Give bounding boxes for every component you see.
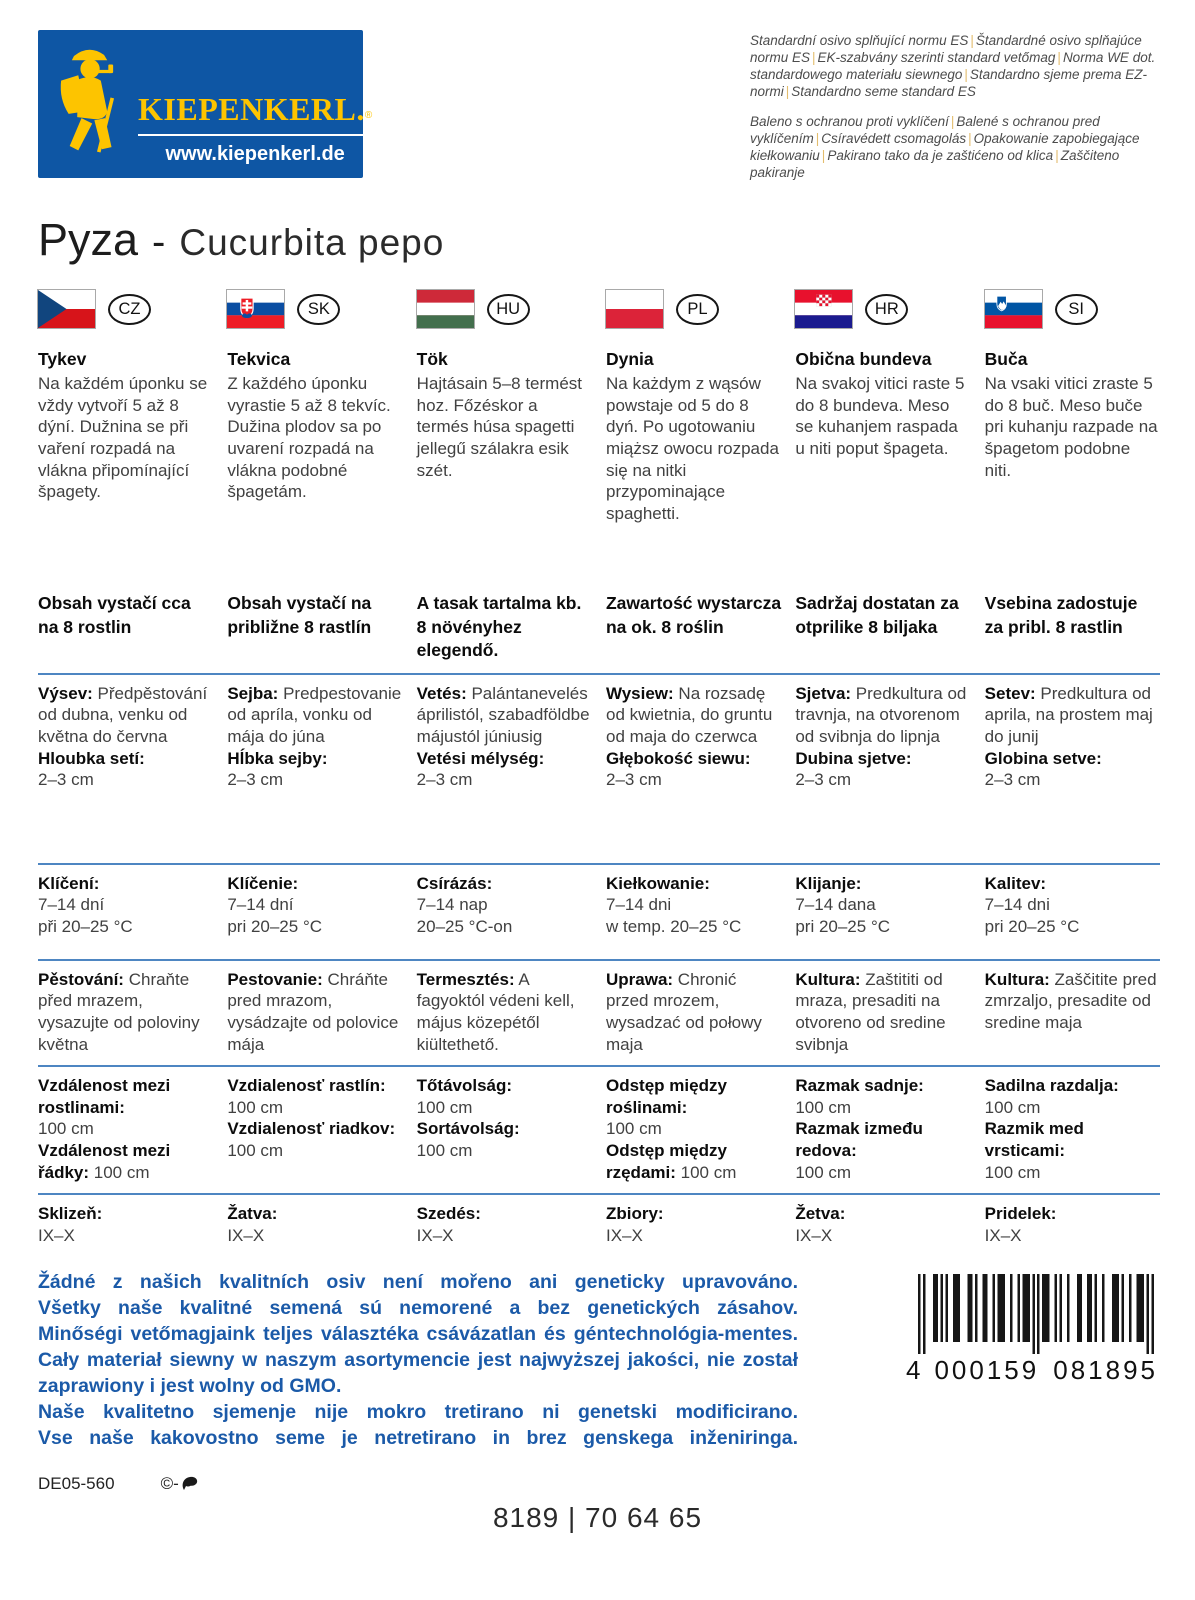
gmo-statement-3: Minőségi vetőmagjaink teljes választéka csávázatlan és géntechnológia-mentes.: [38, 1323, 798, 1346]
gmo-statement-1: Žádné z našich kvalitních osiv není mořeno ani geneticky upravováno.: [38, 1271, 798, 1294]
harvest-value-pl: IX–X: [605, 1225, 643, 1245]
germination-label-hu: Csírázás:: [416, 873, 493, 893]
table-row-germ: [38, 865, 1160, 961]
flag-cz-icon: [38, 290, 95, 328]
flag-sk-icon: [227, 290, 284, 328]
flag-cell-sk: [227, 290, 402, 328]
packaging-note: [750, 113, 1160, 181]
brand-name: KIEPENKERL.: [138, 91, 365, 127]
depth-label-cz: Hloubka setí:: [38, 748, 145, 768]
common-name-pl: Dynia: [605, 349, 654, 369]
legal-notes: [750, 30, 1160, 181]
culture-text-cz: Pěstování: Chraňte před mrazem, vysazujte od poloviny května: [38, 969, 200, 1054]
harvest-value-hu: IX–X: [416, 1225, 454, 1245]
spacing-1-label-si: Sadilna razdalja:: [984, 1076, 1119, 1096]
harvest-label-hu: Szedés:: [416, 1204, 481, 1224]
batch-code: DE05-560: [38, 1473, 115, 1493]
description-pl: [606, 340, 781, 580]
note-segment: Standardní osivo splňující normu ES: [750, 33, 969, 48]
barcode-prefix: 4: [906, 1355, 921, 1386]
brand-line: [138, 91, 372, 130]
sowing-label-sk: Sejba:: [227, 683, 279, 703]
spacing-2-label-si: Razmik med vrsticami:: [984, 1119, 1084, 1160]
spacing-pl: [606, 1067, 781, 1193]
country-code-si: SI: [1055, 294, 1098, 325]
depth-value-sk: 2–3 cm: [227, 770, 284, 790]
note-segment: EK-szabvány szerinti standard vetőmag: [817, 50, 1056, 65]
spacing-sk: [227, 1067, 402, 1193]
culture-sk: [227, 961, 402, 1065]
copyright-text: ©-: [160, 1473, 179, 1493]
sowing-si: [985, 675, 1160, 863]
note-separator: |: [950, 114, 955, 129]
sowing-text-hu: Vetés: Palántanevelés áprilistól, szabadföldbe májustól júniusig: [416, 683, 590, 747]
spacing-2-value-hr: 100 cm: [795, 1162, 852, 1182]
germination-hu: [417, 865, 592, 959]
gmo-statement-6: Vse naše kakovostno seme je netretirano in brez genskega inženiringa.: [38, 1426, 798, 1449]
germination-cz: [38, 865, 213, 959]
spacing-1-value-hr: 100 cm: [795, 1097, 852, 1117]
harvest-sk: [227, 1195, 402, 1256]
flag-pl-icon: [606, 290, 663, 328]
spacing-1-label-hu: Tőtávolság:: [416, 1076, 513, 1096]
spacing-1-label-pl: Odstęp między roślinami:: [605, 1076, 727, 1117]
gmo-statements: [38, 1270, 798, 1451]
culture-label-pl: Uprawa:: [605, 969, 674, 989]
germination-line-cz-0: 7–14 dní: [38, 895, 105, 915]
order-number: 8189 | 70 64 65: [492, 1502, 703, 1533]
table-row-harv: [38, 1195, 1160, 1256]
culture-si: [985, 961, 1160, 1065]
spacing-hr: [795, 1067, 970, 1193]
standards-note: [750, 32, 1160, 100]
note-separator: |: [785, 84, 790, 99]
culture-label-hr: Kultura:: [795, 969, 861, 989]
ean-barcode: [906, 1270, 1160, 1386]
spacing-1-label-hr: Razmak sadnje:: [795, 1076, 924, 1096]
harvest-label-sk: Žatva:: [227, 1204, 278, 1224]
culture-label-hu: Termesztés:: [416, 969, 515, 989]
spacing-1-value-sk: 100 cm: [227, 1097, 284, 1117]
country-code-cz: CZ: [108, 294, 151, 325]
sowing-text-sk: Sejba: Predpestovanie od apríla, vonku od mája do júna: [227, 683, 402, 747]
description-text-sk: Z každého úponku vyrastie 5 až 8 tekvíc. Dužina plodov sa po uvarení rozpadá na vlákna podobné špagetám.: [227, 374, 391, 502]
country-code-hr: HR: [865, 294, 908, 325]
common-name-cz: Tykev: [38, 349, 87, 369]
germination-pl: [606, 865, 781, 959]
title-dash: -: [152, 220, 166, 264]
culture-text-pl: Uprawa: Chronić przed mrozem, wysadzać od połowy maja: [605, 969, 762, 1054]
description-hu: [417, 340, 592, 580]
flag-cell-cz: [38, 290, 213, 328]
depth-label-pl: Głębokość siewu:: [605, 748, 751, 768]
table-row-flags: [38, 290, 1160, 328]
spacing-2-value-hu: 100 cm: [416, 1140, 473, 1160]
germination-line-hu-0: 7–14 nap: [416, 895, 488, 915]
description-sk: [227, 340, 402, 580]
barcode-left-group: 000159: [934, 1355, 1040, 1386]
flag-hu-icon: [417, 290, 474, 328]
culture-text-sk: Pestovanie: Chráňte pred mrazom, vysádzajte od polovice mája: [227, 969, 399, 1054]
description-text-hu: Hajtásain 5–8 termést hoz. Főzéskor a termés húsa spagetti jellegű szálakra esik szét.: [416, 374, 583, 480]
harvest-pl: [606, 1195, 781, 1256]
common-name-sk: Tekvica: [227, 349, 291, 369]
culture-hr: [795, 961, 970, 1065]
germination-si: [985, 865, 1160, 959]
barcode-digits: [906, 1355, 1160, 1386]
spacing-si: [985, 1067, 1160, 1193]
spacing-1-value-hu: 100 cm: [416, 1097, 473, 1117]
note-separator: |: [1055, 148, 1059, 163]
common-name-hr: Obična bundeva: [795, 349, 932, 369]
spacing-2-label-hr: Razmak između redova:: [795, 1119, 923, 1160]
sowing-hr: [795, 675, 970, 863]
gmo-statement-2: Všetky naše kvalitné semená sú nemorené a bez genetických zásahov.: [38, 1297, 798, 1320]
description-text-hr: Na svakoj vitici raste 5 do 8 bundeva. Meso se kuhanjem raspada u niti poput špageta.: [795, 374, 965, 458]
language-columns-table: [38, 290, 1160, 1256]
table-row-sow: [38, 675, 1160, 865]
spacing-2-pl: Odstęp między rzędami: 100 cm: [605, 1140, 737, 1182]
description-text-cz: Na každém úponku se vždy vytvoří 5 až 8 dýní. Dužnina se při vaření rozpadá na vlákna připomínající špagety.: [38, 374, 208, 502]
description-si: [985, 340, 1160, 580]
sowing-text-hr: Sjetva: Predkultura od travnja, na otvorenom od svibnja do lipnja: [795, 683, 967, 747]
header: [38, 30, 1160, 181]
germination-line-sk-1: pri 20–25 °C: [227, 917, 323, 937]
culture-label-cz: Pěstování:: [38, 969, 124, 989]
note-separator: |: [815, 131, 820, 146]
note-segment: Norma WE dot. standardowego materiału siewnego: [750, 50, 1156, 82]
sowing-label-hr: Sjetva:: [795, 683, 852, 703]
content-amount-pl: Zawartość wystarcza na ok. 8 roślin: [605, 593, 782, 637]
spacing-hu: [417, 1067, 592, 1193]
copyright-recycle-mark: [161, 1474, 200, 1494]
harvest-cz: [38, 1195, 213, 1256]
content-amount-si: Vsebina zadostuje za pribl. 8 rastlin: [984, 593, 1138, 637]
germination-sk: [227, 865, 402, 959]
note-segment: Standardno seme standard ES: [791, 84, 976, 99]
germination-line-pl-0: 7–14 dni: [605, 895, 672, 915]
harvest-value-si: IX–X: [984, 1225, 1022, 1245]
depth-value-cz: 2–3 cm: [38, 770, 94, 790]
germination-label-pl: Kiełkowanie:: [605, 873, 710, 893]
note-segment: Standardno sjeme prema EZ-normi: [750, 67, 1147, 99]
barcode-bars-icon: [918, 1274, 1154, 1354]
germination-hr: [795, 865, 970, 959]
content-amount-cz: Obsah vystačí cca na 8 rostlin: [38, 593, 191, 637]
culture-text-hr: Kultura: Zaštititi od mraza, presaditi na otvoreno od sredine svibnja: [795, 969, 946, 1054]
spacing-1-label-cz: Vzdálenost mezi rostlinami:: [38, 1076, 171, 1117]
sowing-text-cz: Výsev: Předpěstování od dubna, venku od května do června: [38, 683, 208, 747]
note-segment: Štandardné osivo splňajúce normu ES: [750, 33, 1142, 65]
flag-hr-icon: [795, 290, 852, 328]
germination-line-si-1: pri 20–25 °C: [984, 917, 1080, 937]
sowing-pl: [606, 675, 781, 863]
flag-si-icon: [985, 290, 1042, 328]
table-row-space: [38, 1067, 1160, 1195]
depth-label-si: Globina setve:: [984, 748, 1102, 768]
common-name-si: Buča: [984, 349, 1028, 369]
harvest-label-pl: Zbiory:: [605, 1204, 664, 1224]
culture-pl: [606, 961, 781, 1065]
harvest-value-hr: IX–X: [795, 1225, 833, 1245]
sowing-cz: [38, 675, 213, 863]
spacing-cz: [38, 1067, 213, 1193]
germination-label-cz: Klíčení:: [38, 873, 100, 893]
spacing-1-value-pl: 100 cm: [605, 1119, 662, 1139]
depth-value-pl: 2–3 cm: [605, 770, 662, 790]
spacing-2-cz: Vzdálenost mezi řádky: 100 cm: [38, 1140, 171, 1182]
harvest-si: [985, 1195, 1160, 1256]
sowing-text-pl: Wysiew: Na rozsadę od kwietnia, do gruntu od maja do czerwca: [605, 683, 773, 747]
sowing-text-si: Setev: Predkultura od aprila, na prostem maj do junij: [984, 683, 1153, 747]
common-name-hu: Tök: [416, 349, 448, 369]
depth-value-si: 2–3 cm: [984, 770, 1041, 790]
flag-cell-si: [985, 290, 1160, 328]
depth-label-hr: Dubina sjetve:: [795, 748, 912, 768]
note-separator: |: [970, 33, 974, 48]
harvest-label-si: Pridelek:: [984, 1204, 1057, 1224]
note-separator: |: [964, 67, 968, 82]
gmo-statement-4: Cały materiał siewny w naszym asortymencie jest najwyższej jakości, nie został zaprawiony i jest wolny od GMO.: [38, 1349, 798, 1397]
germination-line-si-0: 7–14 dni: [984, 895, 1050, 915]
depth-value-hr: 2–3 cm: [795, 770, 852, 790]
table-row-content: [38, 580, 1160, 675]
depth-value-hu: 2–3 cm: [416, 770, 473, 790]
description-text-pl: Na każdym z wąsów powstaje od 5 do 8 dyń. Po ugotowaniu miąższ owocu rozpada się na nitki przypominające spaghetti.: [605, 374, 779, 523]
germination-label-si: Kalitev:: [984, 873, 1047, 893]
spacing-2-label-hu: Sortávolság:: [416, 1119, 520, 1139]
recycle-swirl-icon: [180, 1475, 200, 1493]
culture-hu: [417, 961, 592, 1065]
culture-text-si: Kultura: Zaščitite pred zmrzaljo, presadite od sredine maja: [984, 969, 1157, 1033]
country-code-hu: HU: [487, 294, 530, 325]
culture-cz: [38, 961, 213, 1065]
harvest-label-cz: Sklizeň:: [38, 1204, 103, 1224]
sowing-label-hu: Vetés:: [416, 683, 467, 703]
harvest-value-cz: IX–X: [38, 1225, 75, 1245]
culture-label-si: Kultura:: [984, 969, 1050, 989]
note-segment: Balené s ochranou pred vyklíčením: [750, 114, 1100, 146]
harvest-hr: [795, 1195, 970, 1256]
sowing-sk: [227, 675, 402, 863]
note-separator: |: [821, 148, 826, 163]
note-separator: |: [812, 50, 816, 65]
germination-line-hr-0: 7–14 dana: [795, 895, 876, 915]
germination-line-hu-1: 20–25 °C-on: [416, 917, 513, 937]
table-row-cult: [38, 961, 1160, 1067]
culture-text-hu: Termesztés: A fagyoktól védeni kell, május közepétől kiültethető.: [416, 969, 575, 1054]
sowing-label-si: Setev:: [984, 683, 1036, 703]
description-hr: [795, 340, 970, 580]
barcode-right-group: 081895: [1053, 1355, 1158, 1386]
germination-line-cz-1: při 20–25 °C: [38, 917, 133, 937]
kiepenkerl-man-icon: [46, 42, 132, 160]
note-segment: Pakirano tako da je zaštićeno od klica: [827, 148, 1054, 163]
germination-label-hr: Klijanje:: [795, 873, 862, 893]
spacing-1-label-sk: Vzdialenosť rastlín:: [227, 1076, 386, 1096]
sowing-hu: [417, 675, 592, 863]
variety-name: Pyza: [38, 214, 139, 265]
spacing-2-value-si: 100 cm: [984, 1162, 1041, 1182]
gmo-statement-5: Naše kvalitetno sjemenje nije mokro tretirano ni genetski modificirano.: [38, 1400, 798, 1423]
depth-label-sk: Hĺbka sejby:: [227, 748, 328, 768]
kiepenkerl-logo: [38, 30, 373, 178]
species-name: Cucurbita pepo: [179, 222, 445, 263]
content-amount-hr: Sadržaj dostatan za otprilike 8 biljaka: [795, 593, 959, 637]
flag-cell-hr: [795, 290, 970, 328]
note-segment: Opakowanie zapobiegające kiełkowaniu: [750, 131, 1140, 163]
description-text-si: Na vsaki vitici zraste 5 do 8 buč. Meso buče pri kuhanju razpade na špagetom podobne niti.: [984, 374, 1158, 480]
note-separator: |: [1057, 50, 1061, 65]
spacing-1-value-si: 100 cm: [984, 1097, 1041, 1117]
content-amount-hu: A tasak tartalma kb. 8 növényhez elegendő.: [416, 593, 582, 661]
germination-line-pl-1: w temp. 20–25 °C: [605, 917, 742, 937]
flag-cell-hu: [417, 290, 592, 328]
depth-label-hu: Vetési mélység:: [416, 748, 545, 768]
logo-divider: [138, 134, 372, 136]
culture-label-sk: Pestovanie:: [227, 969, 323, 989]
sowing-label-pl: Wysiew:: [605, 683, 674, 703]
germination-line-sk-0: 7–14 dní: [227, 895, 294, 915]
germination-line-hr-1: pri 20–25 °C: [795, 917, 891, 937]
spacing-1-value-cz: 100 cm: [38, 1119, 94, 1139]
flag-cell-pl: [606, 290, 781, 328]
note-segment: Csíravédett csomagolás: [821, 131, 967, 146]
description-cz: [38, 340, 213, 580]
note-segment: Zaščiteno pakiranje: [750, 148, 1120, 180]
batch-line: [38, 1474, 1160, 1494]
harvest-value-sk: IX–X: [227, 1225, 265, 1245]
harvest-hu: [417, 1195, 592, 1256]
table-row-desc: [38, 340, 1160, 580]
registered-mark: ®: [364, 110, 373, 121]
germination-label-sk: Klíčenie:: [227, 873, 299, 893]
brand-website: www.kiepenkerl.de: [165, 143, 345, 165]
content-amount-sk: Obsah vystačí na približne 8 rastlín: [227, 593, 372, 637]
footer: [38, 1270, 1160, 1451]
country-code-pl: PL: [676, 294, 719, 325]
note-segment: Baleno s ochranou proti vyklíčení: [750, 114, 949, 129]
note-separator: |: [968, 131, 972, 146]
page-title: [38, 214, 1160, 266]
spacing-2-sk: Vzdialenosť riadkov: 100 cm: [227, 1119, 396, 1160]
country-code-sk: SK: [297, 294, 340, 325]
harvest-label-hr: Žetva:: [795, 1204, 846, 1224]
sowing-label-cz: Výsev:: [38, 683, 93, 703]
